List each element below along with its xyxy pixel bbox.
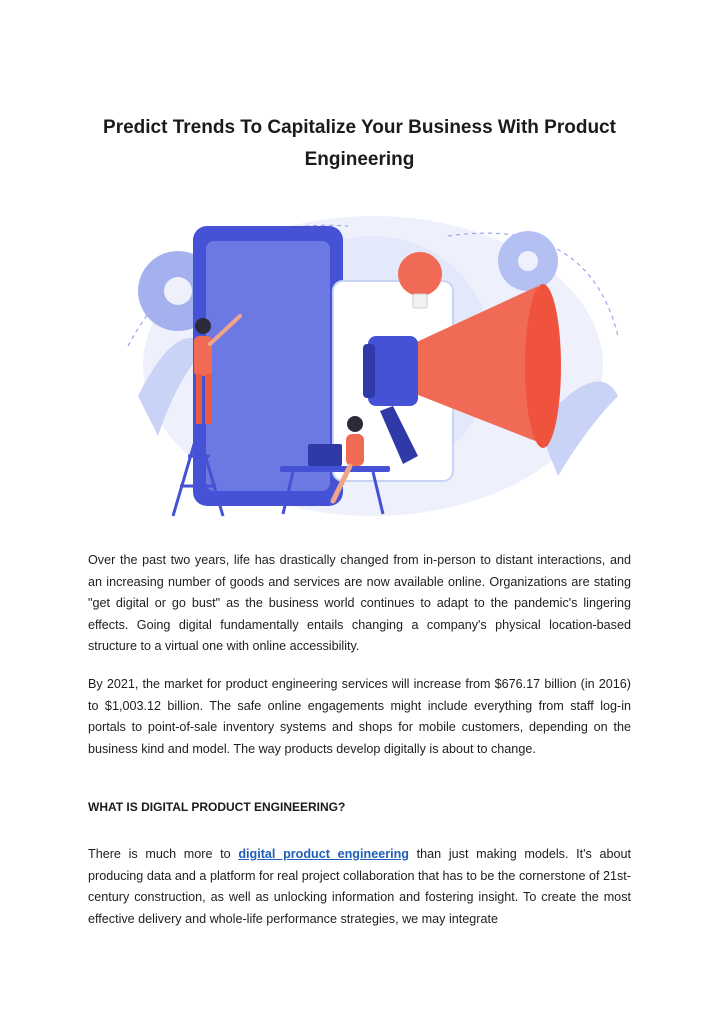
digital-product-engineering-link[interactable]: digital product engineering [238, 847, 409, 861]
paragraph-text-after-link: than just making models. It's about producing data and a platform for real project collaboration that has to be the cornerstone of 21st-century construction, as well as unlocking information and fostering insight. To create the most effective delivery and whole-life performance strategies, we may integrate [88, 847, 632, 926]
paragraph-intro: Over the past two years, life has drastically changed from in-person to distant interactions, and an increasing number of goods and services are now available online. Organizations are stating "get digital or go bust" as the business world continues to adapt to the pandemic's lingering effects. Going digital fundamentally entails changing a company's physical location-based structure to a virtual one with online accessibility. [88, 553, 631, 653]
paragraph-definition [88, 844, 631, 930]
paragraph-market: By 2021, the market for product engineering services will increase from $676.17 billion (in 2016) to $1,003.12 billion. The safe online engagements might include everything from staff log-in portals to point-of-sale inventory systems and shops for mobile customers, depending on the business kind and model. The way products develop digitally is about to change. [88, 677, 631, 756]
page-title: Predict Trends To Capitalize Your Business With Product Engineering [103, 117, 616, 170]
paragraph-text-before-link: There is much more to [88, 847, 239, 861]
section-heading: WHAT IS DIGITAL PRODUCT ENGINEERING? [88, 800, 346, 814]
product-engineering-illustration [118, 196, 630, 526]
